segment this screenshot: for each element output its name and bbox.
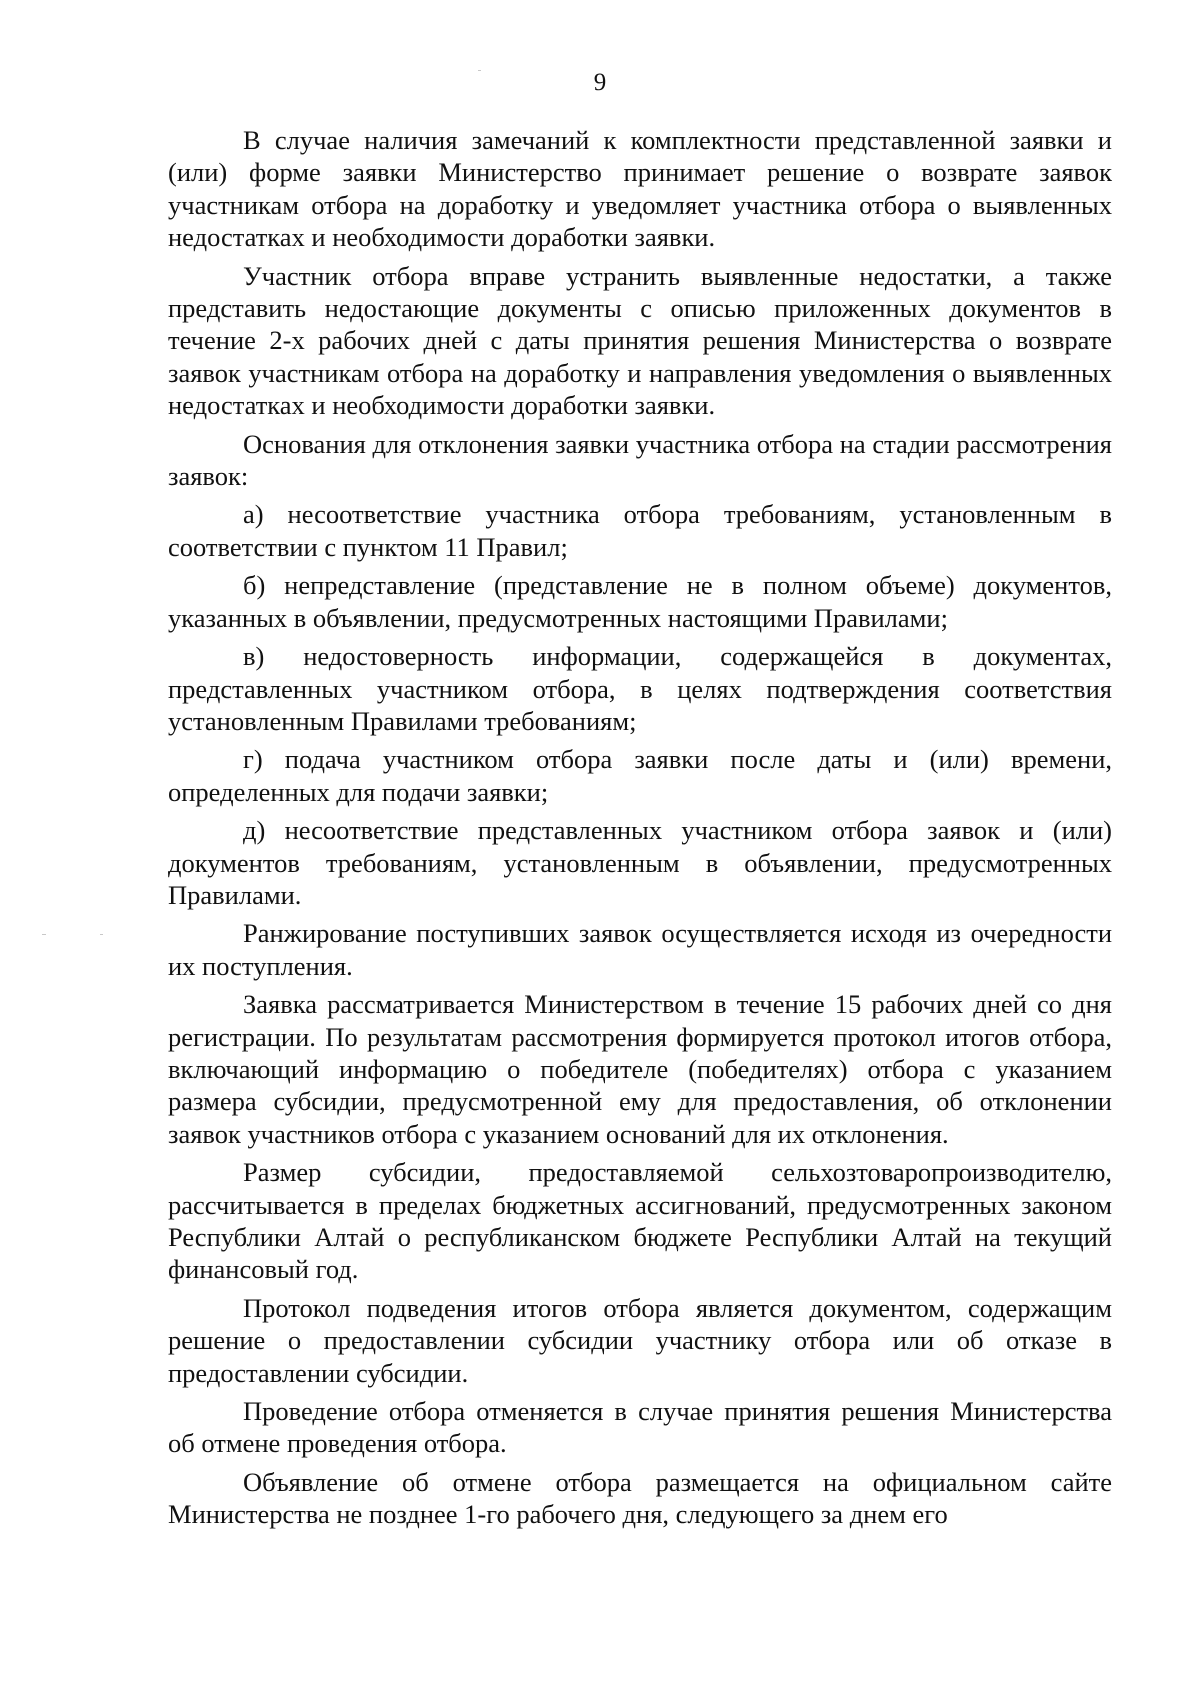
paragraph-cancellation: Проведение отбора отменяется в случае принятия решения Министерства об отмене проведения отбора.	[168, 1396, 1112, 1459]
page-number: 9	[593, 69, 607, 96]
paragraph-cancellation-notice: Объявление об отмене отбора размещается на официальном сайте Министерства не позднее 1-го рабочего дня, следующего за днем его	[168, 1466, 1112, 1530]
paragraph-rejection-grounds: Основания для отклонения заявки участника отбора на стадии рассмотрения заявок:	[168, 428, 1112, 492]
paragraph-review-period: Заявка рассматривается Министерством в течение 15 рабочих дней со дня регистрации. По результатам рассмотрения формируется протокол итогов отбора, включающий информацию о победителе (победителях) отбора с указанием размера субсидии, предусмотренной ему для предоставления, об отклонении заявок участников отбора с указанием оснований для их отклонения.	[168, 989, 1112, 1149]
paragraph-subsidy-size: Размер субсидии, предоставляемой сельхозтоваропроизводителю, рассчитывается в пределах бюджетных ассигнований, предусмотренных законом Республики Алтай о республиканском бюджете Республики Алтай на текущий финансовый год.	[168, 1157, 1112, 1285]
scan-speck	[100, 934, 103, 935]
document-body	[168, 124, 1112, 1531]
paragraph-participant-right: Участник отбора вправе устранить выявленные недостатки, а также представить недостающие документы с описью приложенных документов в течение 2-х рабочих дней с даты принятия решения Министерства о возврате заявок участникам отбора на доработку и направления уведомления о выявленных недостатках и необходимости доработки заявки.	[168, 260, 1112, 421]
list-item-v: в) недостоверность информации, содержащейся в документах, представленных участником отбора, в целях подтверждения соответствия установленным Правилами требованиям;	[168, 641, 1112, 736]
paragraph-return-for-revision: В случае наличия замечаний к комплектности представленной заявки и (или) форме заявки Министерство принимает решение о возврате заявок участникам отбора на доработку и уведомляет участника отбора о выявленных недостатках и необходимости доработки заявки.	[168, 125, 1112, 253]
list-item-g: г) подача участником отбора заявки после даты и (или) времени, определенных для подачи заявки;	[168, 744, 1112, 807]
list-item-b: б) непредставление (представление не в полном объеме) документов, указанных в объявлении, предусмотренных настоящими Правилами;	[168, 570, 1112, 633]
list-item-a: а) несоответствие участника отбора требованиям, установленным в соответствии с пунктом 11 Правил;	[168, 499, 1112, 562]
paragraph-protocol: Протокол подведения итогов отбора является документом, содержащим решение о предоставлении субсидии участнику отбора или об отказе в предоставлении субсидии.	[168, 1292, 1112, 1388]
list-item-d: д) несоответствие представленных участником отбора заявок и (или) документов требованиям, установленным в объявлении, предусмотренных Правилами.	[168, 815, 1112, 910]
scan-speck	[42, 934, 46, 935]
paragraph-ranking: Ранжирование поступивших заявок осуществляется исходя из очередности их поступления.	[168, 918, 1112, 981]
